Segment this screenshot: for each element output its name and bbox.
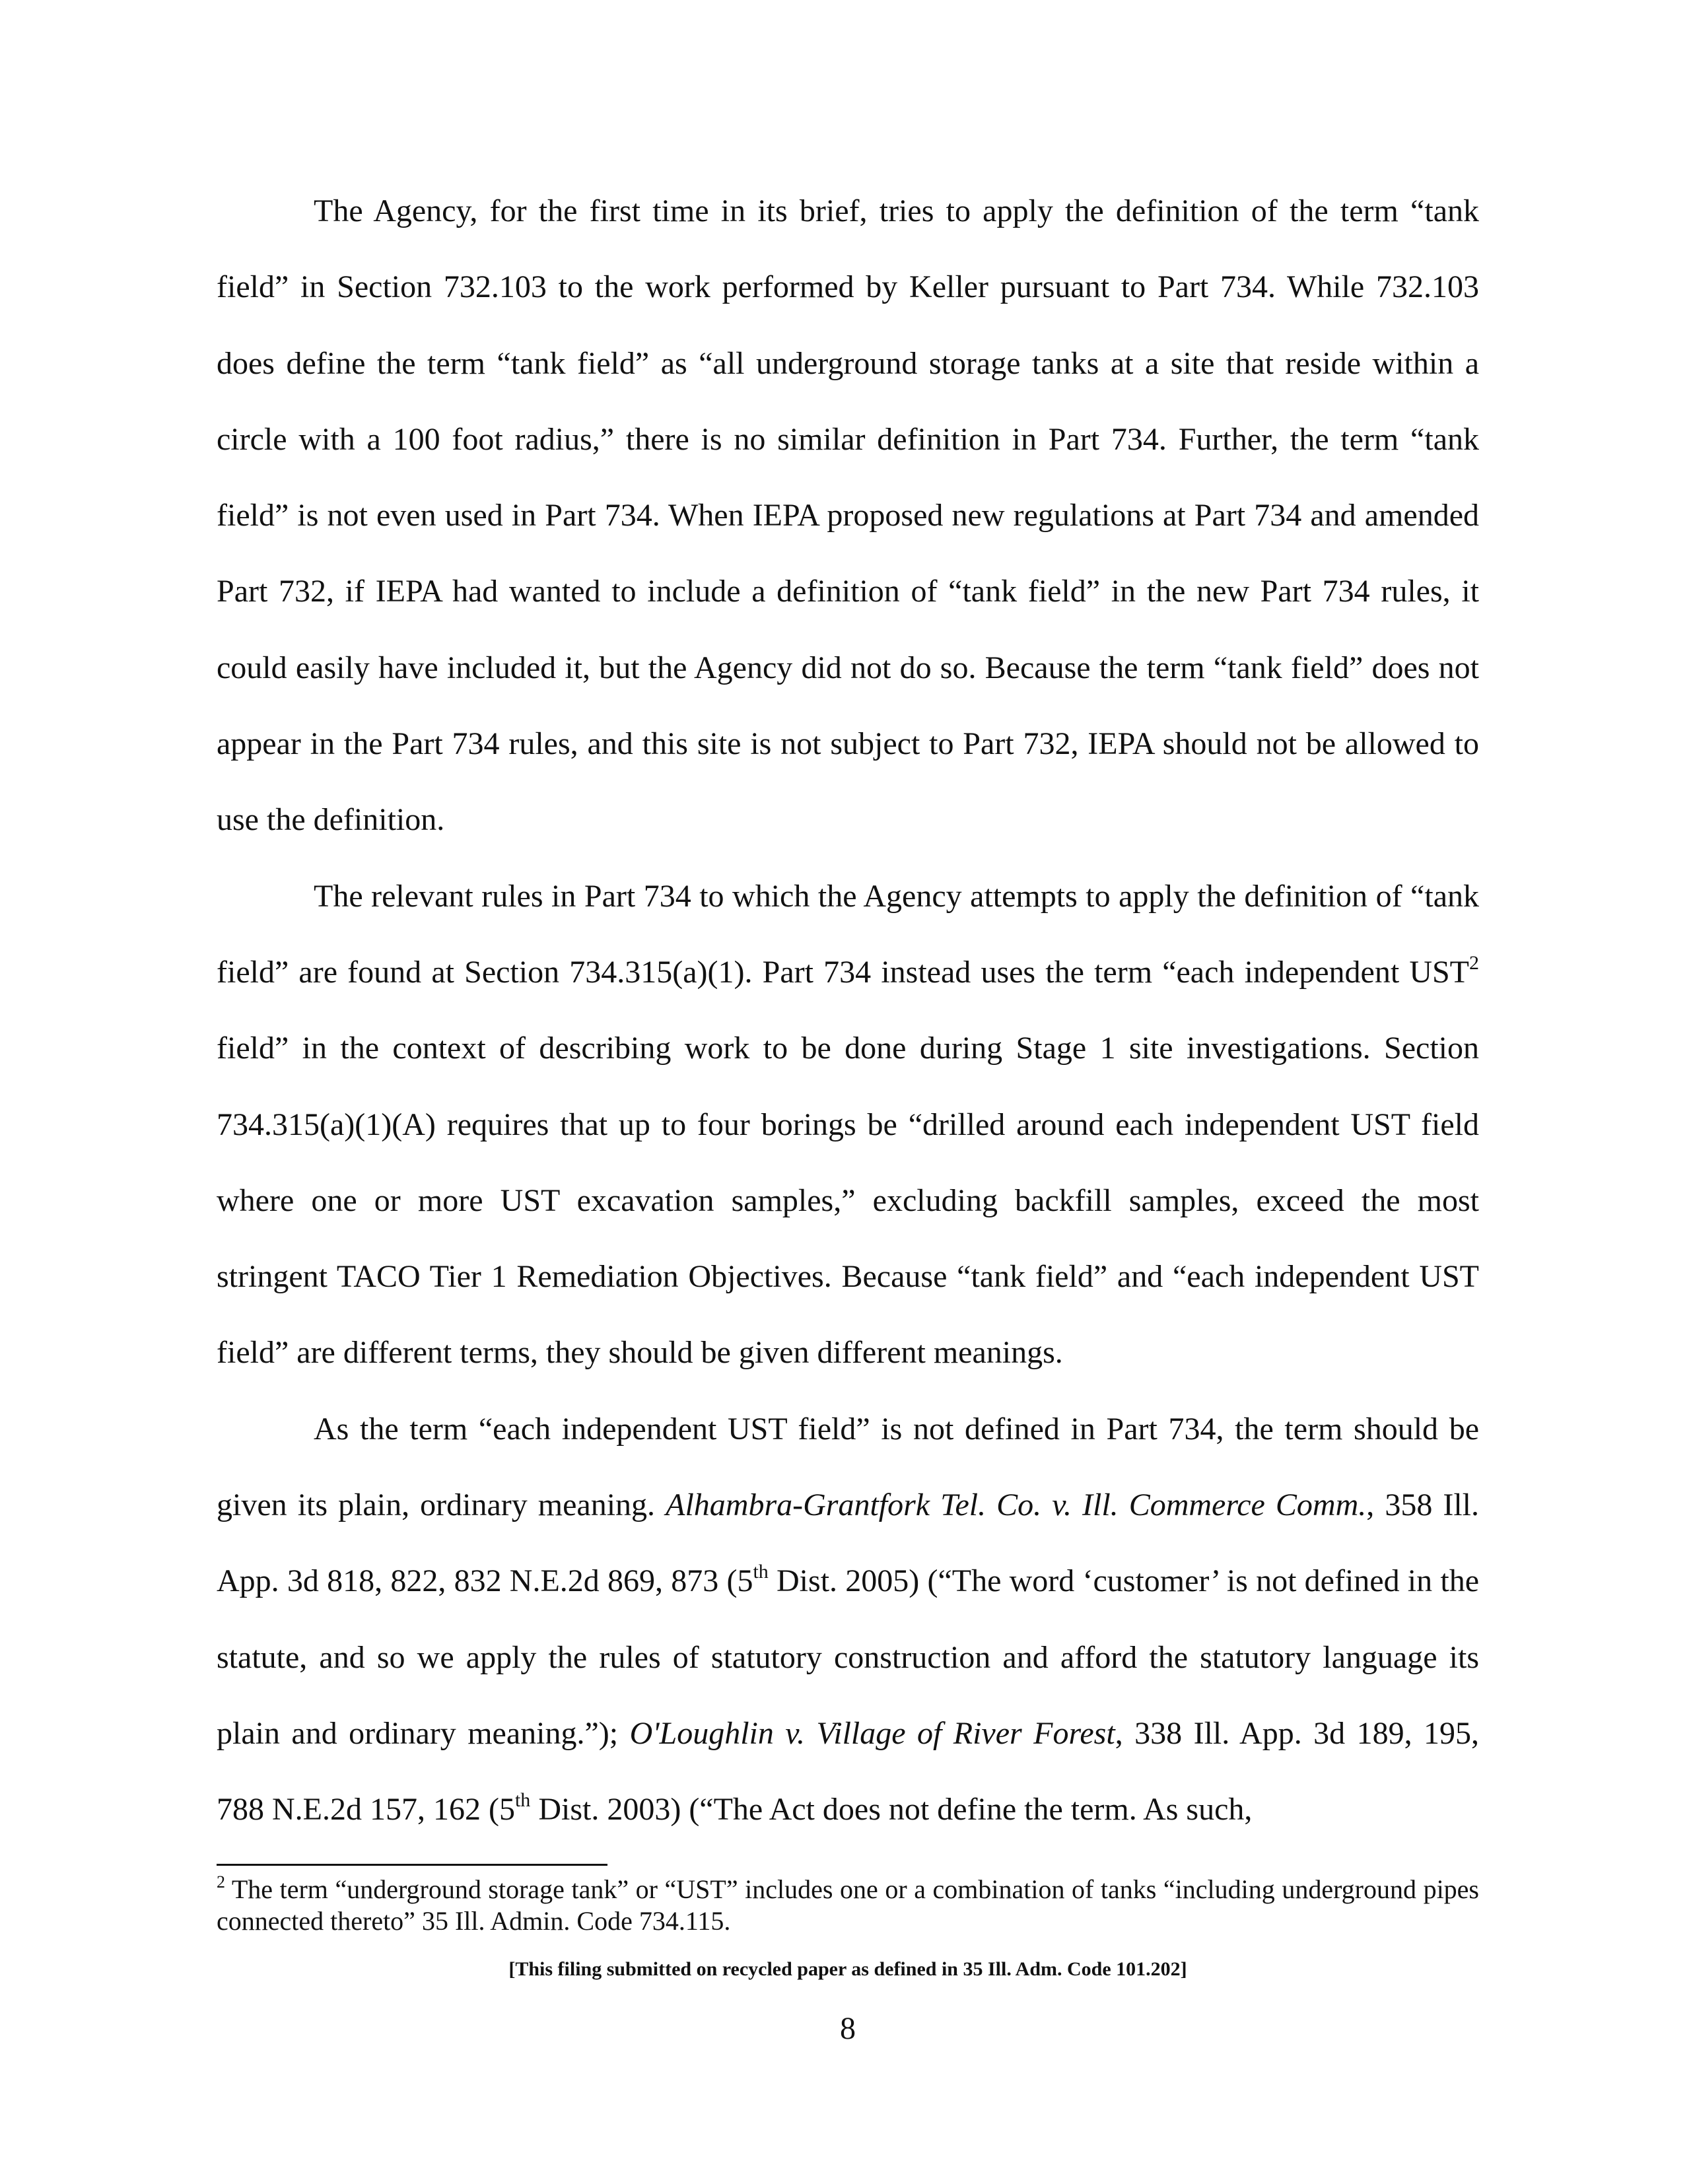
case-citation: O'Loughlin v. Village of River Forest bbox=[629, 1715, 1115, 1751]
case-citation: Alhambra-Grantfork Tel. Co. v. Ill. Commerce Comm. bbox=[666, 1487, 1367, 1523]
text-run: field” in the context of describing work to be done during Stage 1 site investigations. Section 734.315(a)(1)(A) requires that up to four borings be “drilled around each independent UST field where one or more UST excavation samples,” excluding backfill samples, exceed the most stringent TACO Tier 1 Remediation Objectives. Because “tank field” and “each independent UST field” are different terms, they should be given different meanings. bbox=[217, 1031, 1479, 1371]
superscript: 2 bbox=[1469, 951, 1479, 974]
text-run: , 338 Ill. App. 3d 189, 195, 788 N.E.2d 157, 162 (5 bbox=[217, 1715, 1480, 1827]
text-run: , 358 Ill. App. 3d 818, 822, 832 N.E.2d 869, 873 (5 bbox=[217, 1487, 1480, 1599]
page-number: 8 bbox=[840, 2011, 856, 2046]
text-run: The Agency, for the first time in its brief, tries to apply the definition of the term “tank field” in Section 732.103 to the work performed by Keller pursuant to Part 734. While 732.103 does define the term “tank field” as “all underground storage tanks at a site that reside within a circle with a 100 foot radius,” there is no similar definition in Part 734. Further, the term “tank field” is not even used in Part 734. When IEPA proposed new regulations at Part 734 and amended Part 732, if IEPA had wanted to include a definition of “tank field” in the new Part 734 rules, it could easily have included it, but the Agency did not do so. Because the term “tank field” does not appear in the Part 734 rules, and this site is not subject to Part 732, IEPA should not be allowed to use the definition. bbox=[217, 193, 1479, 838]
footnote-separator bbox=[217, 1864, 607, 1866]
paragraph-3 bbox=[217, 1391, 1479, 1848]
text-run: Dist. 2003) (“The Act does not define the term. As such, bbox=[530, 1792, 1253, 1827]
superscript: th bbox=[514, 1789, 531, 1812]
footnote-text: The term “underground storage tank” or “UST” includes one or a combination of tanks “including underground pipes connected thereto” 35 Ill. Admin. Code 734.115. bbox=[217, 1874, 1479, 1936]
paragraph-1 bbox=[217, 173, 1479, 858]
body-text bbox=[217, 173, 1479, 1848]
recycled-paper-note: [This filing submitted on recycled paper as defined in 35 Ill. Adm. Code 101.202] bbox=[508, 1958, 1187, 1980]
footnote-marker: 2 bbox=[217, 1872, 225, 1892]
footnote bbox=[217, 1874, 1479, 1937]
text-run: The relevant rules in Part 734 to which the Agency attempts to apply the definition of “tank field” are found at Section 734.315(a)(1). Part 734 instead uses the term “each independent UST bbox=[217, 878, 1479, 990]
text-run: Dist. 2005) (“The word ‘customer’ is not defined in the statute, and so we apply the rules of statutory construction and afford the statutory language its plain and ordinary meaning.”); bbox=[217, 1563, 1480, 1751]
text-run: As the term “each independent UST field” is not defined in Part 734, the term should be given its plain, ordinary meaning. bbox=[217, 1411, 1479, 1523]
superscript: th bbox=[753, 1561, 769, 1583]
paragraph-2 bbox=[217, 858, 1479, 1391]
